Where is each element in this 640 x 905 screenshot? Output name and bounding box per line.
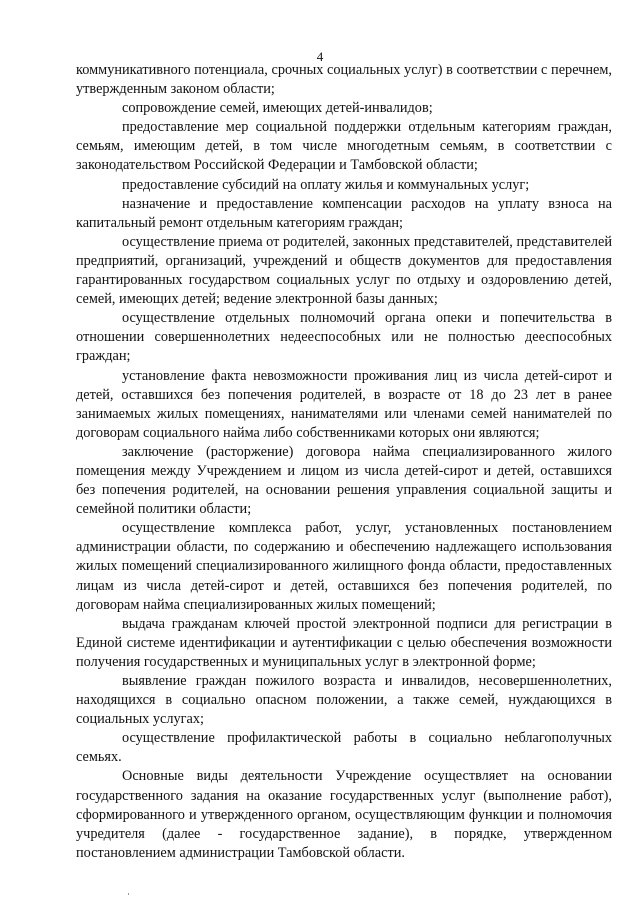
- paragraph: выдача гражданам ключей простой электронной подписи для регистрации в Единой системе идентификации и аутентификации с целью обеспечения возможности получения государственных и муниципальных услуг в электронной форме;: [76, 615, 612, 670]
- page-number: 4: [316, 49, 324, 64]
- paragraph: осуществление отдельных полномочий органа опеки и попечительства в отношении совершеннолетних недееспособных или не полностью дееспособных граждан;: [76, 310, 612, 365]
- document-body: [76, 61, 612, 863]
- paragraph: установление факта невозможности проживания лиц из числа детей-сирот и детей, оставшихся без попечения родителей, в возрасте от 18 до 23 лет в ранее занимаемых жилых помещениях, нанимателями или членами семей нанимателей по договорам социального найма либо собственниками которых они являются;: [76, 367, 612, 441]
- paragraph: осуществление комплекса работ, услуг, установленных постановлением администрации области, по содержанию и обеспечению надлежащего использования жилых помещений специализированного жилищного фонда области, предоставленных лицам из числа детей-сирот и детей, оставшихся без попечения родителей, по договорам найма специализированных жилых помещений;: [76, 520, 612, 613]
- paragraph: сопровождение семей, имеющих детей-инвалидов;: [122, 100, 433, 117]
- paragraph: назначение и предоставление компенсации расходов на уплату взноса на капитальный ремонт отдельным категориям граждан;: [76, 195, 612, 231]
- scan-speck: [128, 893, 129, 895]
- paragraph: осуществление приема от родителей, законных представителей, представителей предприятий, организаций, учреждений и обществ документов для предоставления гарантированных государством социальных услуг по отдыху и оздоровлению детей, семей, имеющих детей; ведение электронной базы данных;: [76, 233, 612, 308]
- paragraph: осуществление профилактической работы в социально неблагополучных семьях.: [76, 730, 612, 766]
- paragraph: предоставление мер социальной поддержки отдельным категориям граждан, семьям, имеющим детей, в том числе многодетным семьям, в соответствии с законодательством Российской Федерации и Тамбовской области;: [76, 119, 612, 174]
- paragraph: выявление граждан пожилого возраста и инвалидов, несовершеннолетних, находящихся в социально опасном положении, а также семей, нуждающихся в социальных услугах;: [76, 673, 612, 728]
- paragraph-continuation: коммуникативного потенциала, срочных социальных услуг) в соответствии с перечнем, утвержденным законом области;: [76, 62, 612, 98]
- paragraph: Основные виды деятельности Учреждение осуществляет на основании государственного задания на оказание государственных услуг (выполнение работ), сформированного и утвержденного органом, осуществляющим функции и полномочия учредителя (далее - государственное задание), в порядке, утвержденном постановлением администрации Тамбовской области.: [76, 768, 612, 861]
- paragraph: заключение (расторжение) договора найма специализированного жилого помещения между Учреждением и лицом из числа детей-сирот и детей, оставшихся без попечения родителей, на основании решения управления социальной защиты и семейной политики области;: [76, 443, 612, 518]
- paragraph: предоставление субсидий на оплату жилья и коммунальных услуг;: [122, 176, 530, 193]
